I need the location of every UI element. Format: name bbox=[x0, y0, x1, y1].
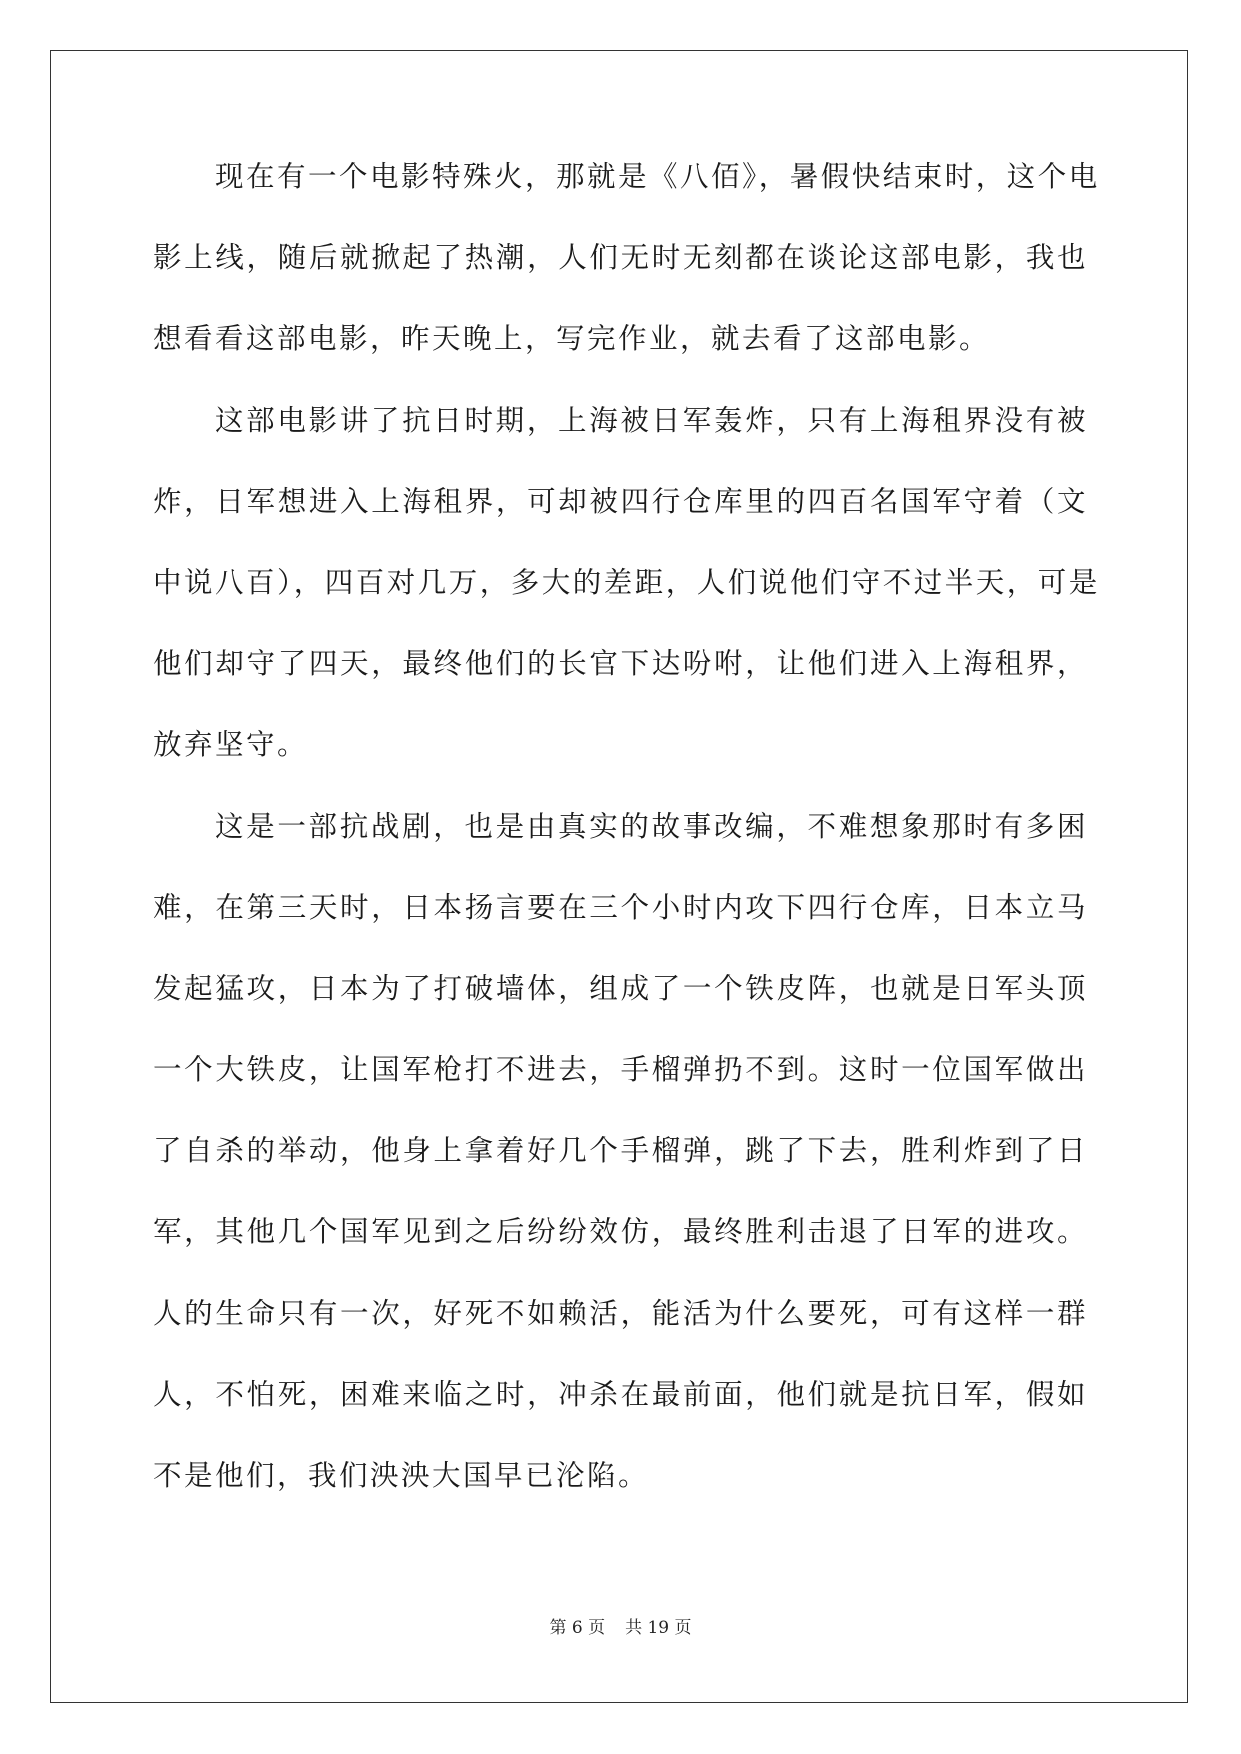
paragraph-2-line-4: 他们却守了四天，最终他们的长官下达吩咐，让他们进入上海租界， bbox=[153, 647, 1088, 681]
page-number: 第 6 页 bbox=[549, 1618, 606, 1638]
paragraph-1-line-2: 影上线，随后就掀起了热潮，人们无时无刻都在谈论这部电影，我也 bbox=[153, 241, 1088, 275]
paragraph-3-line-7: 人的生命只有一次，好死不如赖活，能活为什么要死，可有这样一群 bbox=[153, 1296, 1088, 1330]
paragraph-3-line-8: 人，不怕死，困难来临之时，冲杀在最前面，他们就是抗日军，假如 bbox=[153, 1377, 1088, 1411]
paragraph-2-line-2: 炸，日军想进入上海租界，可却被四行仓库里的四百名国军守着（文 bbox=[153, 484, 1088, 518]
paragraph-1-line-1: 现在有一个电影特殊火，那就是《八佰》，暑假快结束时，这个电 bbox=[215, 160, 1100, 193]
paragraph-2-line-3: 中说八百），四百对几万，多大的差距，人们说他们守不过半天，可是 bbox=[153, 565, 1100, 599]
paragraph-3-line-4: 一个大铁皮，让国军枪打不进去，手榴弹扔不到。这时一位国军做出 bbox=[153, 1053, 1088, 1087]
paragraph-3-line-3: 发起猛攻，日本为了打破墙体，组成了一个铁皮阵，也就是日军头顶 bbox=[153, 971, 1088, 1005]
document-body bbox=[153, 160, 1100, 1540]
paragraph-2-line-5: 放弃坚守。 bbox=[153, 728, 309, 762]
paragraph-1-line-3: 想看看这部电影，昨天晚上，写完作业，就去看了这部电影。 bbox=[153, 322, 991, 356]
paragraph-3-line-6: 军，其他几个国军见到之后纷纷效仿，最终胜利击退了日军的进攻。 bbox=[153, 1215, 1088, 1249]
page-total: 共 19 页 bbox=[625, 1618, 692, 1638]
paragraph-2-line-1: 这部电影讲了抗日时期，上海被日军轰炸，只有上海租界没有被 bbox=[215, 403, 1088, 437]
paragraph-3-line-2: 难，在第三天时，日本扬言要在三个小时内攻下四行仓库，日本立马 bbox=[153, 890, 1088, 924]
paragraph-3-line-1: 这是一部抗战剧，也是由真实的故事改编，不难想象那时有多困 bbox=[215, 809, 1088, 843]
page-footer bbox=[0, 1613, 1241, 1638]
paragraph-3-line-9: 不是他们，我们泱泱大国早已沦陷。 bbox=[153, 1459, 650, 1492]
paragraph-3-line-5: 了自杀的举动，他身上拿着好几个手榴弹，跳了下去，胜利炸到了日 bbox=[153, 1134, 1088, 1168]
